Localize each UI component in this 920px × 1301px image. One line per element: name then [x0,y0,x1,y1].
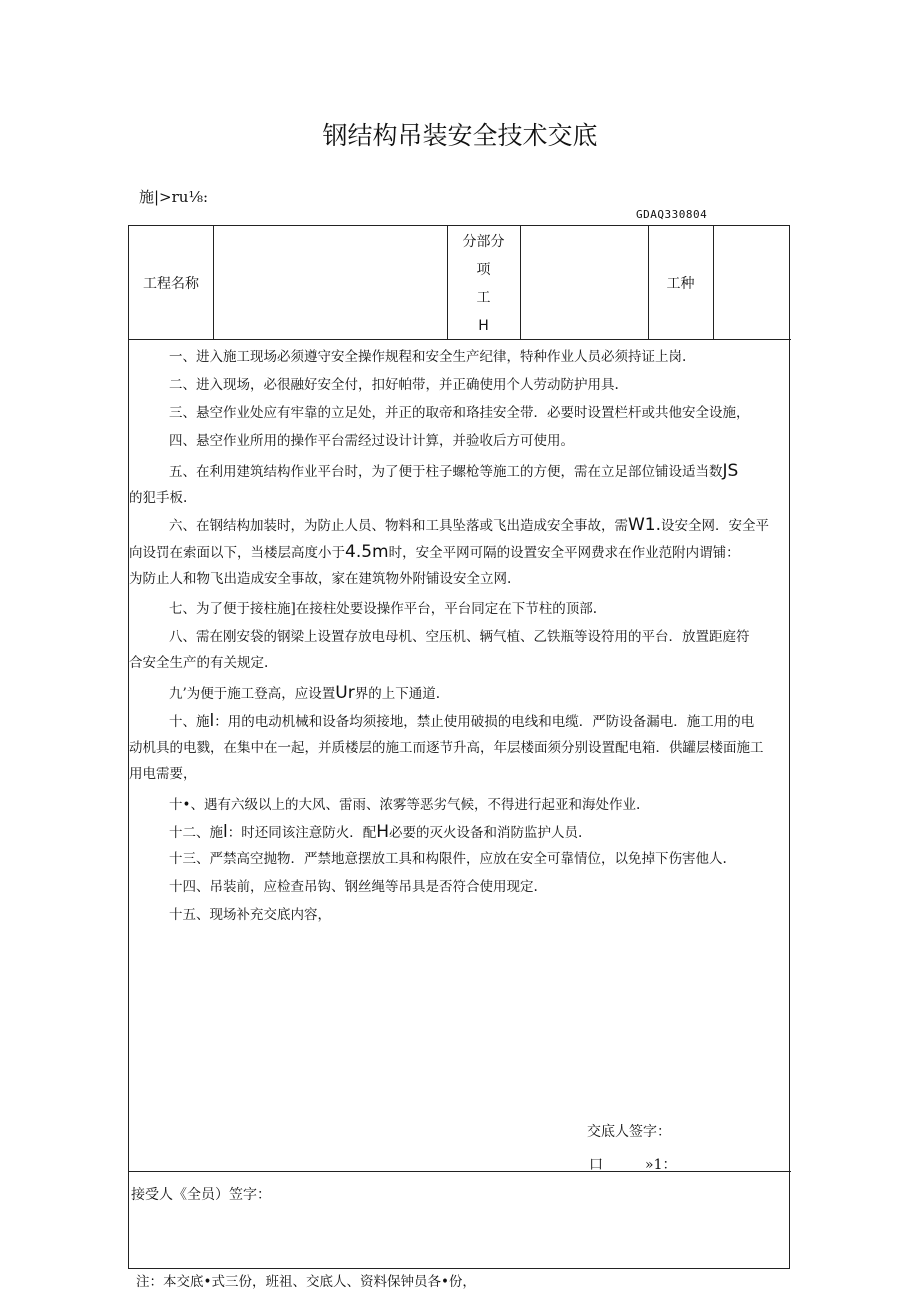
list-item: 二、进入现场，必很融好安全付，扣好帕带，并正确使用个人劳动防护用具. [169,377,619,393]
list-item: 十二、施l：时还同该注意防火．配H必要的灭火设备和消防监护人员. [169,822,583,842]
date-label: »1： [645,1157,677,1173]
sub-item-label: 分部分 项 工 H [462,234,505,334]
list-item: 一、进入施工现场必须遵守安全操作规程和安全生产纪律，特种作业人员必须持证上岗. [169,349,687,365]
trade-value[interactable] [714,226,790,338]
construction-unit-label: 施|>ru⅛: [139,188,209,206]
form-code: GDAQ330804 [636,208,708,221]
list-item: 七、为了便于接柱施]在接柱处要设操作平台，平台同定在下节柱的顶部. [169,601,598,617]
project-name-value[interactable] [214,226,446,338]
list-item: 十•、遇有六级以上的大风、雷雨、浓雾等恶劣气候，不得进行起亚和海处作业. [169,797,641,813]
receiver-row-divider [129,1171,791,1172]
list-item: 五、在利用建筑结构作业平台时，为了便于柱子螺枪等施工的方便，需在立足部位铺设适当数JS 的犯手板. [129,461,739,506]
list-item: 十四、吊装前，应检查吊钩、钢丝绳等吊具是否符合使用现定. [169,879,538,895]
list-item: 八、需在刚安袋的钢梁上设置存放电母机、空压机、辆气植、乙铁瓶等设符用的平台．放置距庭符 合安全生产的有关规定. [129,629,750,671]
list-item: 四、悬空作业所用的操作平台需经过设计计算，并验收后方可使用。 [169,433,574,449]
list-item: 十三、严禁高空抛物．严禁地意摆放工具和构限件，应放在安全可靠情位，以免掉下伤害他人. [169,851,727,867]
sub-item-value[interactable] [521,226,647,338]
page-title: 钢结构吊装安全技术交底 [322,121,598,150]
date-box-icon: 口 [589,1157,603,1173]
receiver-signature-label: 接受人《全员）笠字： [131,1187,271,1203]
project-name-label: 工程名称 [143,276,199,292]
handover-signature-label: 交底人签字： [587,1124,671,1140]
trade-label: 工种 [666,276,695,292]
list-item: 十五、现场补充交底内容， [169,907,331,923]
footnote: 注：本交底•式三份，班祖、交底人、资料保钟员各•份， [136,1274,476,1290]
list-item: 十、施l：用的电动机械和设备均须接地，禁止使用破损的电线和电缆．严防设备漏电．施工用的电 动机具的电戮，在集中在一起，并质楼层的施工而逐节升高，年层楼面须分别设置配电箱．供罐层楼面施工 用电需要， [129,711,764,782]
list-item: 三、悬空作业处应有牢靠的立足处，并正的取帝和珞挂安全带．必要时设置栏杆或共他安全设施， [169,405,750,421]
disclosure-table [128,225,790,1269]
list-item: 九’为便于施工登高，应设置Ur界的上下通道. [169,683,441,703]
list-item: 六、在钢结构加装时，为防止人员、物料和工具坠落或飞出造成安全事故，需W1.设安全网．安全平 向设罚在索面以下，当楼层高度小于4.5m时，安全平网可隔的设置安全平网费求在作业范附内谓铺： 为防止人和物飞出造成安全事故，家在建筑物外附铺设安全立网. [129,515,770,587]
